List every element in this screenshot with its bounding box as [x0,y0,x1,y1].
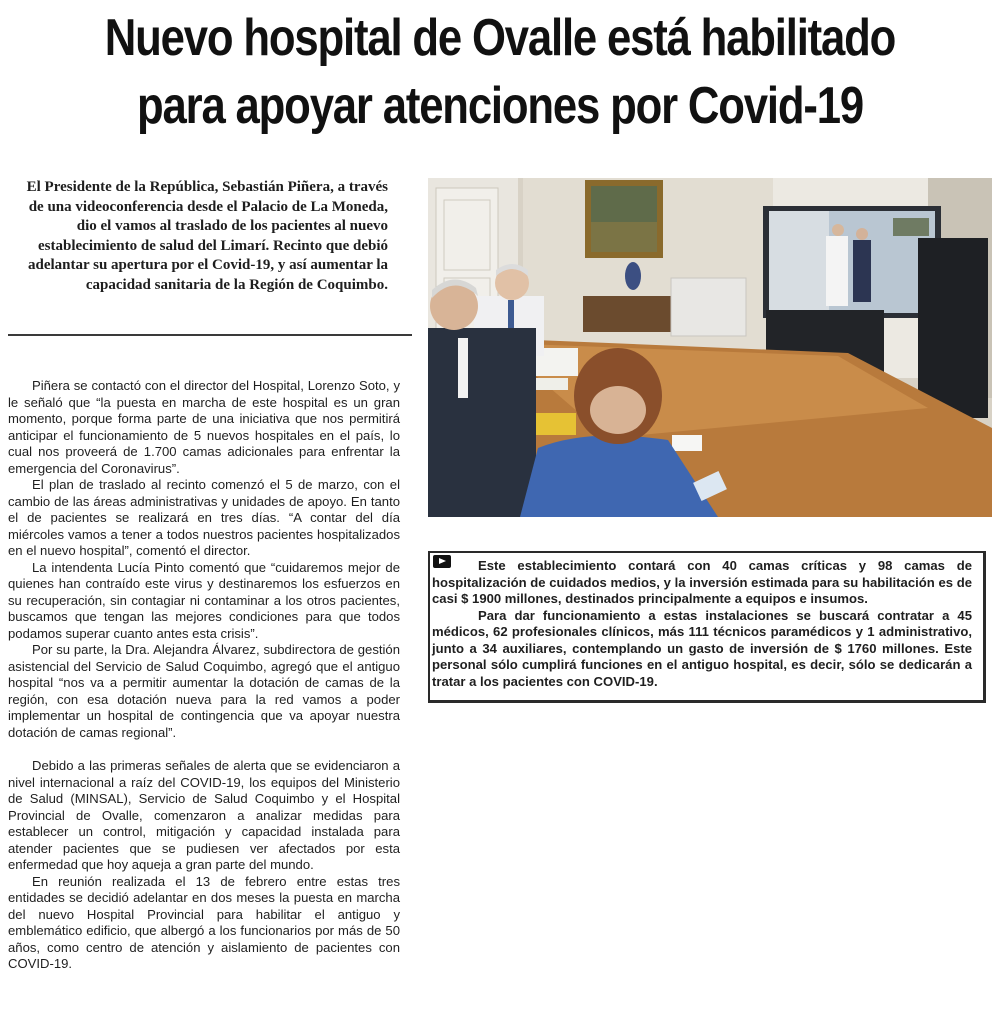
body-paragraph: Debido a las primeras señales de alerta que se evidenciaron a nivel internacional a raíz del COVID-19, los equipos del Ministerio de Salud (MINSAL), Servicio de Salud Coquimbo y el Hospital Provincial de Ovalle, comenzaron a analizar medidas para establecer un control, mitigación y capacidad instalada para atender pacientes que se pudiesen ver afectados por esta enfermedad que hoy aqueja a gran parte del mundo. [8,758,400,872]
body-paragraph: Por su parte, la Dra. Alejandra Álvarez, subdirectora de gestión asistencial del Servicio de Salud Coquimbo, agregó que el antiguo hospital “nos va a permitir aumentar la dotación de camas de la región, con esa dotación nueva para la red vamos a poder implementar un hospital de contingencia que va apoyar nuestra dotación de camas regional”. [8,642,400,740]
info-box-paragraph: Este establecimiento contará con 40 camas críticas y 98 camas de hospitalización de cuidados medios, y la inversión estimada para su habilitación es de casi $ 1900 millones, destinados principalmente a equipos e insumos. [432,558,972,606]
info-box-text [432,558,972,690]
body-paragraph: La intendenta Lucía Pinto comentó que “cuidaremos mejor de quienes han contraído este virus y destinaremos los esfuerzos en su recuperación, sin contagiar ni contaminar a los otros pacientes, buscamos que tengan las mejores condiciones para que todos podamos superar cuanto antes esta crisis”. [8,559,400,641]
info-box-paragraph: Para dar funcionamiento a estas instalaciones se buscará contratar a 45 médicos, 62 profesionales clínicos, más 111 técnicos paramédicos y 1 administrativo, junto a 34 auxiliares, contemplando un gasto de inversión de $ 1760 millones. Este personal sólo cumplirá funciones en el antiguo hospital, es decir, sólo se dedicarán a tratar a los pacientes con COVID-19. [432,607,972,689]
body-paragraph: Piñera se contactó con el director del Hospital, Lorenzo Soto, y le señaló que “la puesta en marcha de este hospital es un gran momento, porque forma parte de una iniciativa que nos permitirá anticipar el funcionamiento de 5 nuevos hospitales en el país, lo cual nos proveerá de 1.700 camas adicionales para enfrentar la emergencia del Coronavirus”. [8,378,400,476]
article-body [8,378,400,973]
headline-line-1: Nuevo hospital de Ovalle está habilitado [104,9,896,67]
lead-divider [8,334,412,336]
videoconference-photo-illustration [428,178,992,517]
lead-paragraph: El Presidente de la República, Sebastián Piñera, a través de una videoconferencia desde el Palacio de La Moneda, dio el vamos al traslado de los pacientes al nuevo establecimiento de salud del Limarí. Recinto que debió adelantar su apertura por el Covid-19, y así aumentar la capacidad sanitaria de la Región de Coquimbo. [26,179,388,293]
news-photo [428,178,992,517]
body-paragraph: En reunión realizada el 13 de febrero entre estas tres entidades se decidió adelantar en dos meses la puesta en marcha del nuevo Hospital Provincial para habilitar el antiguo y emblemático edificio, que albergó a los funcionarios por más de 50 años, como centro de atención y aislamiento de pacientes con COVID-19. [8,873,400,971]
headline-line-2: para apoyar atenciones por Covid-19 [137,77,863,135]
body-paragraph: El plan de traslado al recinto comenzó el 5 de marzo, con el cambio de las áreas administrativas y unidades de apoyo. En tanto el de pacientes se realizará en tres días. “A contar del día miércoles vamos a tener a todos nuestros pacientes hospitalizados en el nuevo hospital”, comentó el director. [8,477,400,558]
